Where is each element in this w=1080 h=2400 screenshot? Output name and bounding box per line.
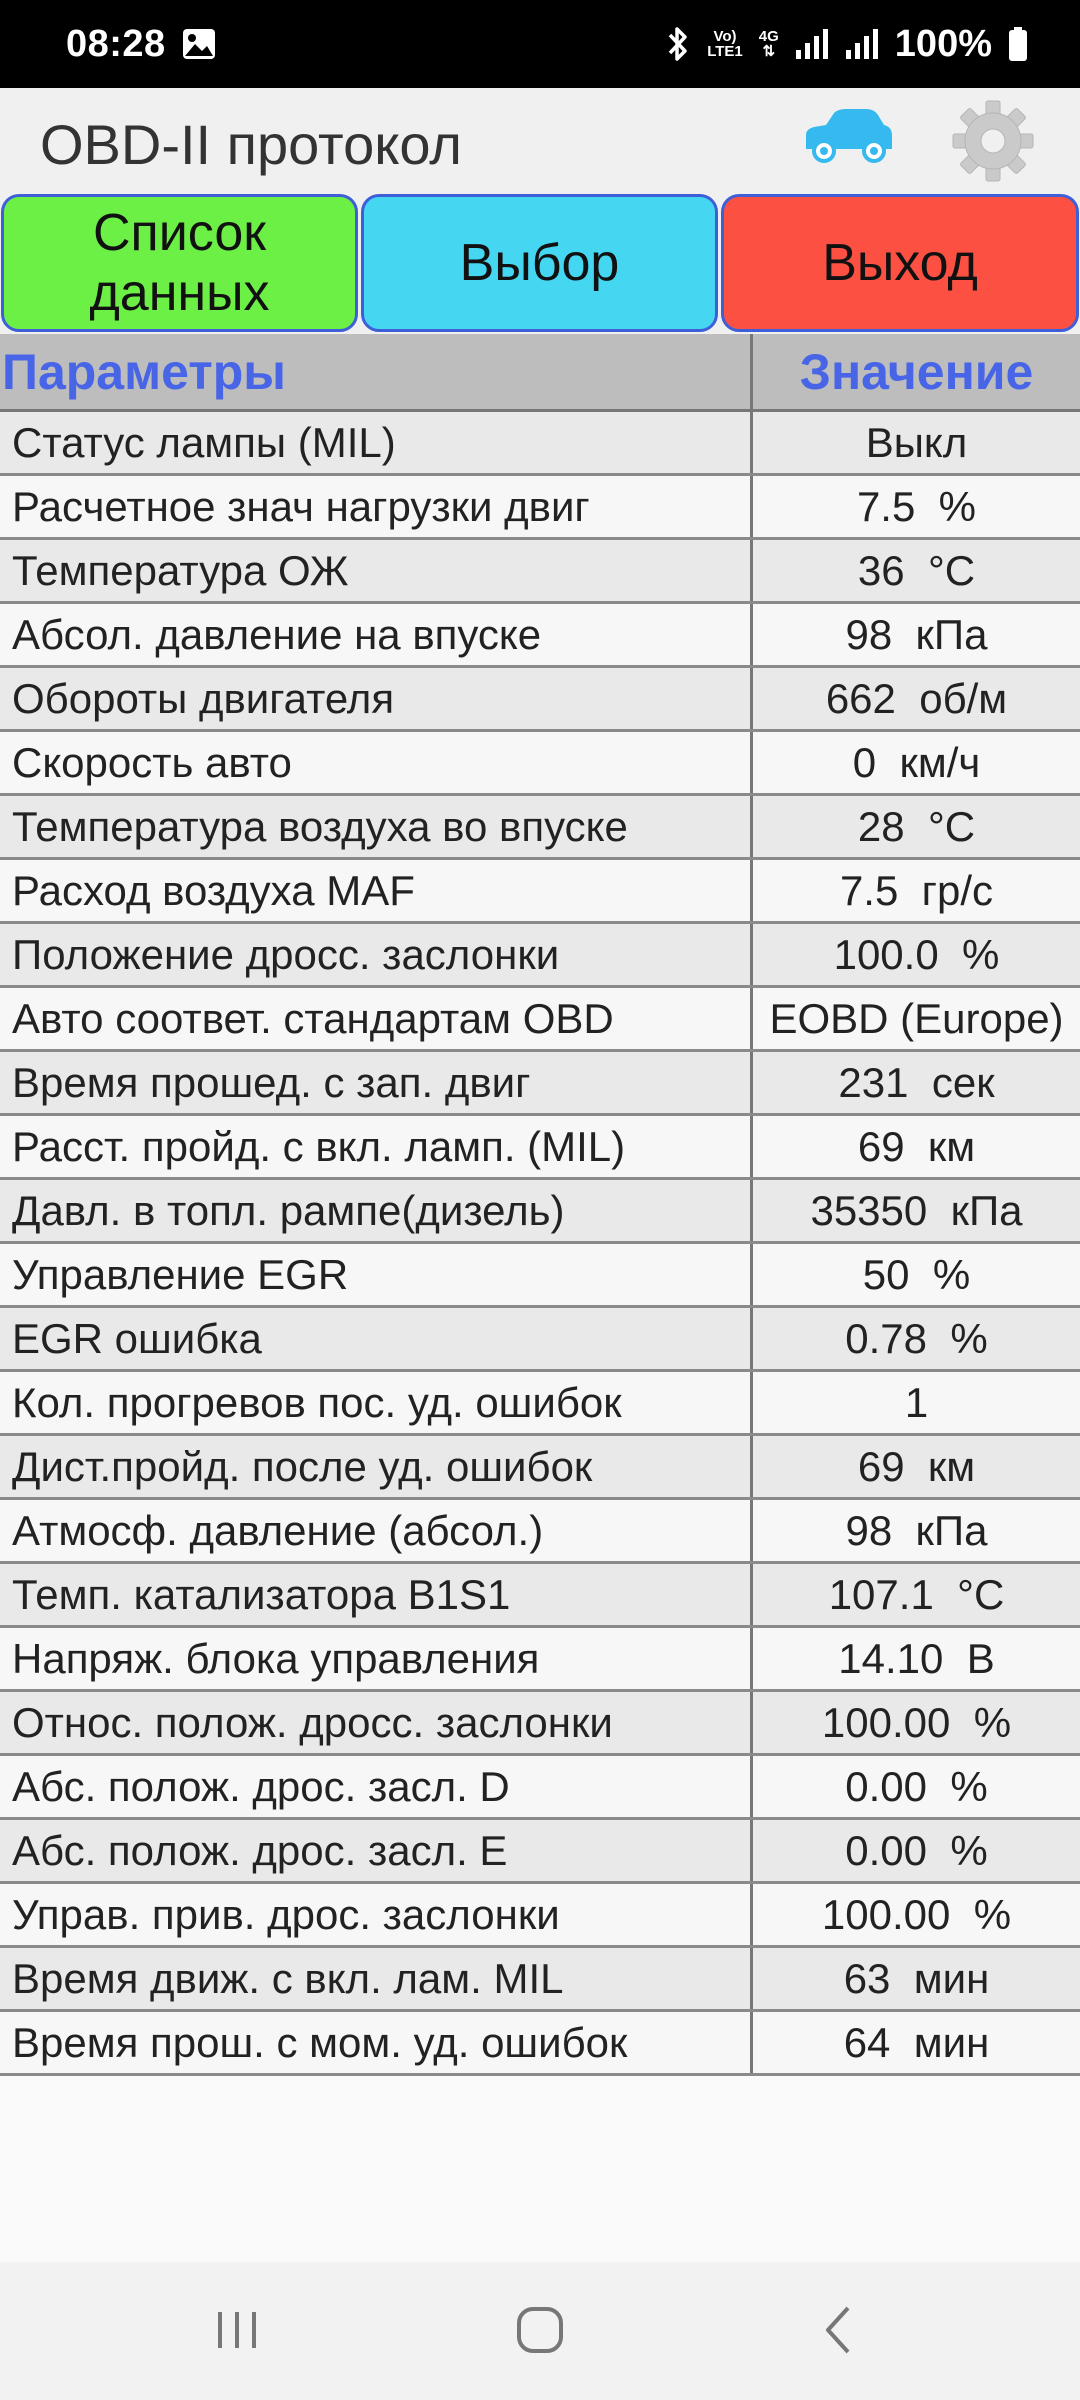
network-4g-indicator xyxy=(759,29,779,59)
status-bar-left xyxy=(66,23,216,66)
table-row xyxy=(0,604,1080,668)
volte-indicator xyxy=(707,29,743,59)
parameter-name: Температура ОЖ xyxy=(0,540,753,601)
gear-icon[interactable] xyxy=(950,98,1036,189)
car-icon[interactable] xyxy=(800,105,896,170)
parameter-value: 100.0 % xyxy=(833,930,1000,978)
back-icon[interactable] xyxy=(812,2302,868,2363)
table-row xyxy=(0,1756,1080,1820)
parameter-value: 35350 кПа xyxy=(810,1186,1023,1234)
parameters-table xyxy=(0,334,1080,2076)
battery-percent: 100% xyxy=(894,22,992,65)
data-list-label-line2: данных xyxy=(89,264,270,322)
status-time: 08:28 xyxy=(66,22,166,65)
parameter-name: Дист.пройд. после уд. ошибок xyxy=(0,1436,753,1497)
parameter-value: 7.5 % xyxy=(856,482,977,530)
volte-label: Vo) xyxy=(713,28,737,45)
parameter-value: 0.00 % xyxy=(845,1826,988,1874)
parameter-value: 7.5 гр/с xyxy=(839,866,994,914)
table-row xyxy=(0,1308,1080,1372)
parameter-value: 36 °C xyxy=(857,546,976,594)
battery-icon xyxy=(1008,26,1028,62)
parameter-value: 1 xyxy=(904,1378,929,1426)
system-nav-bar xyxy=(0,2262,1080,2400)
parameter-name: Управление EGR xyxy=(0,1244,753,1305)
parameter-value: EOBD (Europe) xyxy=(769,994,1064,1042)
data-list-button-label xyxy=(89,203,269,323)
parameter-name: Скорость авто xyxy=(0,732,753,793)
table-row xyxy=(0,732,1080,796)
parameter-value: 231 сек xyxy=(838,1058,995,1106)
table-row xyxy=(0,1244,1080,1308)
parameter-name: Атмосф. давление (абсол.) xyxy=(0,1500,753,1561)
parameter-value: 0.00 % xyxy=(845,1762,988,1810)
parameter-name: Авто соответ. стандартам OBD xyxy=(0,988,753,1049)
data-list-label-line1: Список xyxy=(92,204,266,262)
table-row xyxy=(0,1820,1080,1884)
parameter-value: 0.78 % xyxy=(845,1314,988,1362)
select-button[interactable] xyxy=(361,194,718,332)
lte-label: LTE1 xyxy=(707,43,743,60)
parameter-name: Расст. пройд. с вкл. ламп. (MIL) xyxy=(0,1116,753,1177)
table-row xyxy=(0,1372,1080,1436)
table-row xyxy=(0,668,1080,732)
parameter-name: Темп. катализатора B1S1 xyxy=(0,1564,753,1625)
table-row xyxy=(0,1052,1080,1116)
signal-icon-2 xyxy=(845,28,879,60)
parameter-name: Расход воздуха MAF xyxy=(0,860,753,921)
parameter-name: EGR ошибка xyxy=(0,1308,753,1369)
table-row xyxy=(0,1180,1080,1244)
app-title: OBD-II протокол xyxy=(40,113,462,176)
bluetooth-icon xyxy=(665,26,691,62)
table-header xyxy=(0,334,1080,412)
action-button-row xyxy=(0,192,1080,334)
parameter-name: Абс. полож. дрос. засл. E xyxy=(0,1820,753,1881)
network-4g-label: 4G xyxy=(758,28,779,45)
table-row xyxy=(0,924,1080,988)
parameter-name: Время прошед. с зап. двиг xyxy=(0,1052,753,1113)
parameter-value: 63 мин xyxy=(843,1954,990,2002)
parameter-value: 69 км xyxy=(857,1122,976,1170)
signal-icon xyxy=(795,28,829,60)
parameter-value: 28 °C xyxy=(857,802,976,850)
parameter-value: Выкл xyxy=(865,418,968,466)
table-row xyxy=(0,1116,1080,1180)
exit-button-label: Выход xyxy=(822,234,978,292)
table-row xyxy=(0,476,1080,540)
table-row xyxy=(0,1564,1080,1628)
table-row xyxy=(0,860,1080,924)
header-value: Значение xyxy=(799,343,1034,400)
parameter-name: Абс. полож. дрос. засл. D xyxy=(0,1756,753,1817)
parameter-value: 64 мин xyxy=(843,2018,990,2066)
table-row xyxy=(0,988,1080,1052)
parameter-name: Время прош. с мом. уд. ошибок xyxy=(0,2012,753,2073)
parameter-name: Напряж. блока управления xyxy=(0,1628,753,1689)
header-parameters: Параметры xyxy=(0,334,753,409)
parameter-value: 69 км xyxy=(857,1442,976,1490)
table-row xyxy=(0,1500,1080,1564)
table-row xyxy=(0,1948,1080,2012)
parameter-value: 50 % xyxy=(862,1250,971,1298)
exit-button[interactable] xyxy=(721,194,1079,332)
recents-icon[interactable] xyxy=(212,2302,262,2363)
table-row xyxy=(0,796,1080,860)
gallery-icon xyxy=(182,28,216,60)
parameter-name: Давл. в топл. рампе(дизель) xyxy=(0,1180,753,1241)
parameter-name: Относ. полож. дросс. заслонки xyxy=(0,1692,753,1753)
table-row xyxy=(0,1628,1080,1692)
app-bar xyxy=(0,88,1080,192)
data-arrows-icon: ⇅ xyxy=(762,43,776,60)
table-row xyxy=(0,1436,1080,1500)
parameter-name: Кол. прогревов пос. уд. ошибок xyxy=(0,1372,753,1433)
home-icon[interactable] xyxy=(512,2302,568,2363)
table-row xyxy=(0,1884,1080,1948)
parameter-value: 98 кПа xyxy=(845,1506,988,1554)
parameter-name: Расчетное знач нагрузки двиг xyxy=(0,476,753,537)
table-row xyxy=(0,2012,1080,2076)
status-bar-right xyxy=(665,23,1028,66)
parameter-value: 14.10 В xyxy=(838,1634,995,1682)
select-button-label: Выбор xyxy=(459,234,620,292)
parameter-name: Температура воздуха во впуске xyxy=(0,796,753,857)
parameter-name: Абсол. давление на впуске xyxy=(0,604,753,665)
table-row xyxy=(0,540,1080,604)
parameter-value: 662 об/м xyxy=(825,674,1008,722)
parameter-name: Управ. прив. дрос. заслонки xyxy=(0,1884,753,1945)
parameter-name: Время движ. с вкл. лам. MIL xyxy=(0,1948,753,2009)
parameter-name: Статус лампы (MIL) xyxy=(0,412,753,473)
table-row xyxy=(0,1692,1080,1756)
data-list-button[interactable] xyxy=(1,194,358,332)
parameter-name: Обороты двигателя xyxy=(0,668,753,729)
parameter-name: Положение дросс. заслонки xyxy=(0,924,753,985)
parameter-value: 100.00 % xyxy=(821,1890,1012,1938)
parameter-value: 100.00 % xyxy=(821,1698,1012,1746)
parameter-value: 107.1 °C xyxy=(828,1570,1005,1618)
parameter-value: 98 кПа xyxy=(845,610,988,658)
table-body xyxy=(0,412,1080,2076)
table-row xyxy=(0,412,1080,476)
status-bar xyxy=(0,0,1080,88)
parameter-value: 0 км/ч xyxy=(852,738,981,786)
